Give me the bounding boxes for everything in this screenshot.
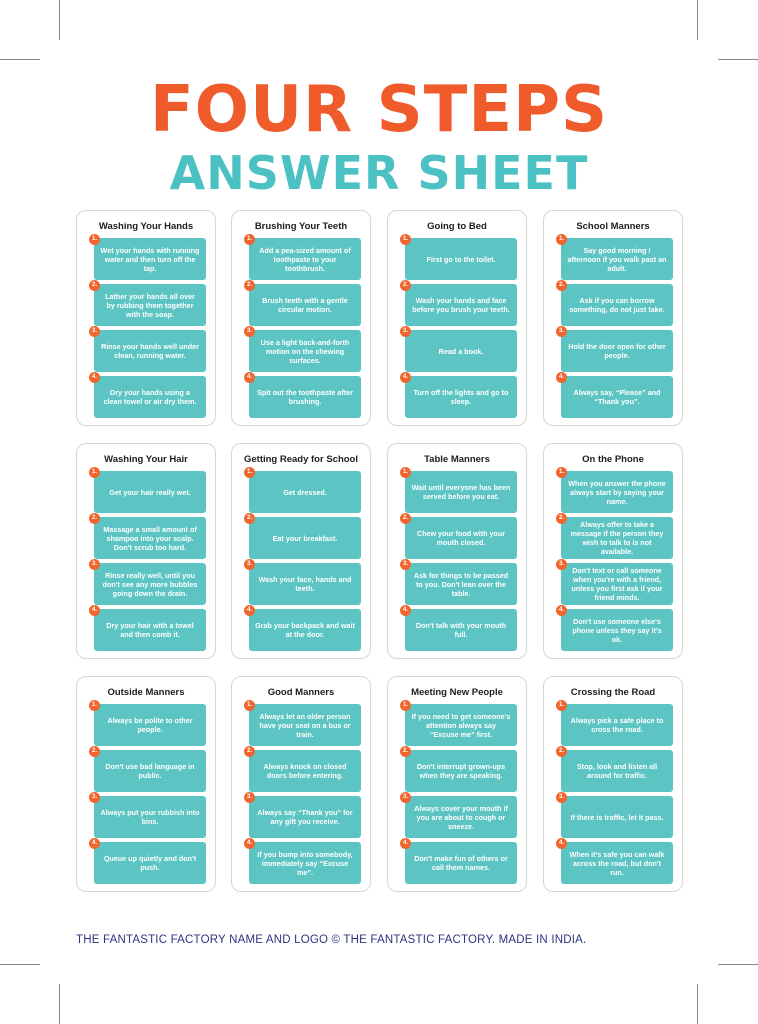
step-number-badge: 2.	[400, 513, 411, 524]
step-text: Don't make fun of others or call them names.	[414, 854, 508, 872]
step-text: Always say, “Please” and “Thank you”.	[573, 388, 661, 406]
step-box	[402, 561, 517, 605]
card-title: Crossing the Road	[570, 687, 656, 698]
instruction-card	[76, 676, 216, 892]
step-box	[402, 748, 517, 792]
step-box	[91, 328, 206, 372]
step-text: Queue up quietly and don't push.	[103, 854, 197, 872]
step-number-badge: 4.	[89, 605, 100, 616]
step-box	[91, 469, 206, 513]
step-text: First go to the toilet.	[426, 254, 496, 264]
step-number-badge: 4.	[556, 605, 567, 616]
card-title: On the Phone	[582, 454, 644, 465]
step-box	[558, 794, 673, 838]
card-title: School Manners	[576, 221, 650, 232]
step-number-badge: 3.	[244, 559, 255, 570]
step-number-badge: 2.	[89, 746, 100, 757]
step-number-badge: 2.	[244, 280, 255, 291]
card-title: Washing Your Hair	[104, 454, 188, 465]
step-number-badge: 4.	[244, 605, 255, 616]
step-number-badge: 1.	[89, 700, 100, 711]
instruction-card	[231, 443, 371, 659]
step-box	[91, 607, 206, 651]
step-box	[246, 282, 361, 326]
step-box	[402, 469, 517, 513]
step-number-badge: 2.	[400, 280, 411, 291]
step-text: Always cover your mouth if you are about to cough or sneeze.	[414, 803, 508, 831]
step-number-badge: 2.	[89, 280, 100, 291]
card-title: Good Manners	[267, 687, 335, 698]
step-number-badge: 3.	[89, 559, 100, 570]
step-number-badge: 3.	[556, 559, 567, 570]
step-text: Lather your hands all over by rubbing them together with the soap.	[105, 291, 195, 319]
step-box	[91, 840, 206, 884]
step-box	[246, 236, 361, 280]
step-text: Massage a small amount of shampoo into your scalp. Don't scrub too hard.	[103, 524, 197, 552]
step-text: Spit out the toothpaste after brushing.	[257, 388, 353, 406]
step-number-badge: 4.	[556, 838, 567, 849]
step-number-badge: 4.	[556, 372, 567, 383]
step-number-badge: 4.	[400, 372, 411, 383]
crop-mark	[0, 964, 40, 965]
step-text: Grab your backpack and wait at the door.	[255, 621, 355, 639]
step-box	[91, 236, 206, 280]
step-text: Stop, look and listen all around for traffic.	[576, 762, 658, 780]
step-number-badge: 2.	[556, 280, 567, 291]
step-text: Always say “Thank you” for any gift you receive.	[257, 808, 353, 826]
step-text: Always pick a safe place to cross the road.	[570, 716, 664, 734]
step-number-badge: 3.	[556, 326, 567, 337]
step-number-badge: 2.	[89, 513, 100, 524]
step-text: If you need to get someone's attention always say “Excuse me” first.	[411, 711, 511, 739]
step-box	[558, 702, 673, 746]
step-box	[558, 515, 673, 559]
step-box	[246, 469, 361, 513]
step-box	[558, 748, 673, 792]
step-text: Chew your food with your mouth closed.	[416, 529, 506, 547]
step-text: When it's safe you can walk across the road, but don't run.	[569, 849, 665, 877]
instruction-card	[387, 210, 527, 426]
step-text: Always knock on closed doors before entering.	[263, 762, 347, 780]
step-box	[558, 236, 673, 280]
step-text: Don't use someone else's phone unless they say it's ok.	[572, 616, 662, 644]
step-text: Say good morning / afternoon if you walk past an adult.	[567, 245, 667, 273]
step-box	[402, 236, 517, 280]
step-box	[91, 374, 206, 418]
step-box	[246, 794, 361, 838]
step-box	[558, 282, 673, 326]
step-text: Use a light back-and-forth motion on the chewing surfaces.	[260, 337, 350, 365]
step-number-badge: 1.	[556, 700, 567, 711]
step-text: Don't text or call someone when you're with a friend, unless you first ask if your friend minds.	[571, 566, 663, 602]
step-number-badge: 3.	[400, 326, 411, 337]
step-text: Brush teeth with a gentle circular motion.	[262, 296, 348, 314]
step-box	[402, 374, 517, 418]
step-box	[402, 794, 517, 838]
page-subtitle: ANSWER SHEET	[169, 146, 589, 200]
step-box	[246, 748, 361, 792]
step-text: Wash your hands and face before you brush your teeth.	[412, 296, 510, 314]
footer-copyright: THE FANTASTIC FACTORY NAME AND LOGO © THE FANTASTIC FACTORY. MADE IN INDIA.	[76, 934, 587, 946]
step-box	[402, 702, 517, 746]
card-title: Table Manners	[424, 454, 490, 465]
step-number-badge: 4.	[244, 372, 255, 383]
step-number-badge: 1.	[244, 234, 255, 245]
step-text: Rinse your hands well under clean, running water.	[101, 342, 199, 360]
step-number-badge: 1.	[89, 234, 100, 245]
step-number-badge: 1.	[244, 700, 255, 711]
step-text: Always be polite to other people.	[107, 716, 193, 734]
step-text: Get your hair really wet.	[109, 487, 191, 497]
step-box	[246, 607, 361, 651]
step-number-badge: 4.	[89, 372, 100, 383]
step-number-badge: 4.	[244, 838, 255, 849]
step-text: When you answer the phone always start by saying your name.	[568, 478, 666, 506]
step-text: Get dressed.	[283, 487, 327, 497]
step-number-badge: 3.	[89, 326, 100, 337]
crop-mark	[718, 59, 758, 60]
step-box	[246, 702, 361, 746]
instruction-card	[76, 443, 216, 659]
step-text: Ask for things to be passed to you. Don't lean over the table.	[413, 570, 509, 598]
step-box	[91, 748, 206, 792]
step-box	[91, 702, 206, 746]
step-number-badge: 4.	[400, 838, 411, 849]
step-box	[91, 794, 206, 838]
step-number-badge: 3.	[89, 792, 100, 803]
step-box	[402, 515, 517, 559]
step-number-badge: 4.	[89, 838, 100, 849]
step-box	[402, 607, 517, 651]
step-box	[91, 561, 206, 605]
step-text: Dry your hair with a towel and then comb it.	[106, 621, 194, 639]
step-number-badge: 2.	[556, 513, 567, 524]
card-title: Brushing Your Teeth	[254, 221, 348, 232]
instruction-card	[231, 676, 371, 892]
instruction-card	[387, 676, 527, 892]
step-number-badge: 3.	[400, 792, 411, 803]
step-text: Ask if you can borrow something, do not just take.	[569, 296, 665, 314]
step-text: Add a pea-sized amount of toothpaste to your toothbrush.	[259, 245, 351, 273]
card-title: Outside Manners	[107, 687, 185, 698]
step-number-badge: 2.	[244, 746, 255, 757]
card-title: Going to Bed	[427, 221, 487, 232]
step-text: Dry your hands using a clean towel or air dry them.	[103, 388, 197, 406]
step-box	[246, 561, 361, 605]
step-box	[558, 607, 673, 651]
step-box	[558, 374, 673, 418]
step-text: Don't use bad language in public.	[105, 762, 195, 780]
step-box	[558, 561, 673, 605]
step-number-badge: 2.	[400, 746, 411, 757]
instruction-card	[543, 210, 683, 426]
instruction-card	[387, 443, 527, 659]
step-number-badge: 4.	[400, 605, 411, 616]
step-text: Always let an older person have your seat on a bus or train.	[259, 711, 351, 739]
step-text: Wet your hands with running water and then turn off the tap.	[100, 245, 200, 273]
step-box	[246, 515, 361, 559]
step-number-badge: 3.	[400, 559, 411, 570]
step-number-badge: 2.	[244, 513, 255, 524]
step-text: Always put your rubbish into bins.	[100, 808, 200, 826]
card-title: Washing Your Hands	[98, 221, 194, 232]
crop-mark	[697, 0, 698, 40]
step-number-badge: 1.	[400, 467, 411, 478]
card-title: Meeting New People	[411, 687, 503, 698]
step-text: Rinse really well, until you don't see any more bubbles going down the drain.	[102, 570, 198, 598]
step-text: If you bump into somebody, immediately say “Excuse me”.	[257, 849, 353, 877]
step-box	[402, 282, 517, 326]
instruction-card	[543, 443, 683, 659]
step-box	[402, 840, 517, 884]
step-text: Always offer to take a message if the person they wish to talk to is not available.	[570, 520, 664, 556]
step-number-badge: 2.	[556, 746, 567, 757]
step-box	[558, 840, 673, 884]
step-box	[558, 328, 673, 372]
step-number-badge: 1.	[400, 700, 411, 711]
card-title: Getting Ready for School	[243, 454, 358, 465]
step-text: Read a book.	[438, 346, 484, 356]
step-number-badge: 1.	[244, 467, 255, 478]
crop-mark	[59, 984, 60, 1024]
step-box	[246, 840, 361, 884]
step-number-badge: 3.	[244, 326, 255, 337]
step-box	[402, 328, 517, 372]
crop-mark	[59, 0, 60, 40]
step-number-badge: 3.	[556, 792, 567, 803]
page-title: FOUR STEPS	[149, 73, 609, 147]
instruction-card	[76, 210, 216, 426]
step-text: Eat your breakfast.	[272, 533, 338, 543]
step-box	[91, 282, 206, 326]
step-box	[246, 328, 361, 372]
step-text: Hold the door open for other people.	[568, 342, 666, 360]
instruction-card	[543, 676, 683, 892]
step-text: Don't interrupt grown-ups when they are speaking.	[416, 762, 506, 780]
step-text: If there is traffic, let it pass.	[570, 812, 664, 822]
step-number-badge: 3.	[244, 792, 255, 803]
step-text: Turn off the lights and go to sleep.	[413, 388, 509, 406]
step-number-badge: 1.	[400, 234, 411, 245]
step-number-badge: 1.	[556, 234, 567, 245]
crop-mark	[718, 964, 758, 965]
step-text: Wash your face, hands and teeth.	[258, 575, 352, 593]
step-number-badge: 1.	[89, 467, 100, 478]
step-text: Wait until everyone has been served before you eat.	[411, 483, 511, 501]
instruction-card	[231, 210, 371, 426]
crop-mark	[0, 59, 40, 60]
step-box	[558, 469, 673, 513]
step-box	[91, 515, 206, 559]
step-number-badge: 1.	[556, 467, 567, 478]
step-box	[246, 374, 361, 418]
step-text: Don't talk with your mouth full.	[415, 621, 507, 639]
crop-mark	[697, 984, 698, 1024]
